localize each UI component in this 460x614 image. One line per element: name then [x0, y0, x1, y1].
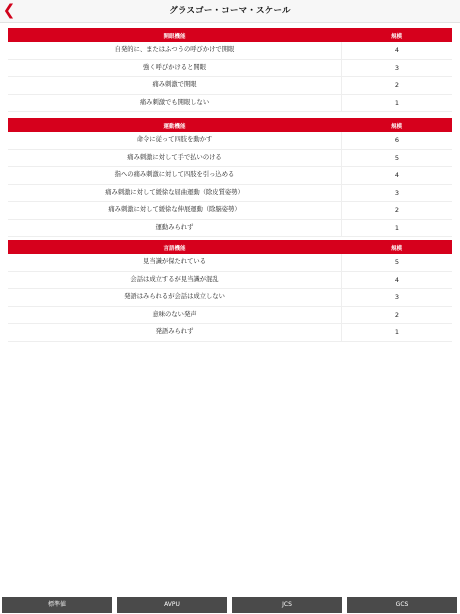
- row-label: 意味のない発声: [8, 307, 342, 324]
- row-label: 発語はみられるが会話は成立しない: [8, 289, 342, 306]
- row-score: 2: [394, 310, 400, 319]
- row-label: 見当識が保たれている: [8, 254, 342, 271]
- section-header: [8, 28, 452, 42]
- motor-section: [8, 118, 452, 237]
- row-label: 会話は成立するが見当識が混乱: [8, 272, 342, 289]
- row-score: 4: [394, 46, 400, 54]
- row-label: 痛み刺激に対して手で払いのける: [8, 150, 342, 167]
- item-column-header: 運動機能: [163, 124, 186, 130]
- row-score: 2: [394, 206, 400, 214]
- tab-avpu[interactable]: AVPU: [117, 597, 227, 613]
- row-label: 自発的に、またはふつうの呼びかけで開眼: [8, 42, 342, 59]
- row-score: 1: [394, 328, 400, 336]
- table-row[interactable]: [8, 272, 452, 290]
- row-score: 3: [394, 188, 400, 197]
- table-row[interactable]: [8, 324, 452, 342]
- row-score: 1: [394, 223, 400, 232]
- table-row[interactable]: [8, 220, 452, 238]
- table-row[interactable]: [8, 132, 452, 150]
- row-score: 1: [394, 98, 400, 107]
- row-label: 痛み刺激で開眼: [8, 77, 342, 94]
- score-column-header: 規模: [390, 246, 402, 252]
- row-score: 3: [394, 63, 400, 72]
- row-label: 痛み刺激に対して緩徐な伸展運動（除脳姿勢）: [8, 202, 342, 219]
- tab-gcs[interactable]: GCS: [347, 597, 457, 613]
- navigation-bar: [0, 0, 460, 23]
- page-title: グラスゴー・コーマ・スケール: [169, 6, 291, 16]
- eye-opening-section: [8, 28, 452, 112]
- row-score: 4: [394, 171, 400, 179]
- table-row[interactable]: [8, 150, 452, 168]
- table-row[interactable]: [8, 77, 452, 95]
- row-score: 5: [394, 258, 400, 266]
- row-score: 3: [394, 293, 400, 301]
- table-row[interactable]: [8, 254, 452, 272]
- row-label: 発語みられず: [8, 324, 342, 341]
- tab-jcs[interactable]: JCS: [232, 597, 342, 613]
- table-row[interactable]: [8, 167, 452, 185]
- chevron-left-icon[interactable]: ❮: [2, 1, 16, 19]
- row-label: 運動みられず: [8, 220, 342, 237]
- bottom-tab-bar: [0, 594, 460, 614]
- row-score: 2: [394, 81, 400, 89]
- table-row[interactable]: [8, 202, 452, 220]
- score-column-header: 規模: [390, 34, 402, 40]
- table-row[interactable]: [8, 42, 452, 60]
- section-header: [8, 118, 452, 132]
- item-column-header: 言語機能: [163, 246, 186, 252]
- row-label: 強く呼びかけると開眼: [8, 60, 342, 77]
- row-label: 命令に従って四肢を動かす: [8, 132, 342, 149]
- table-row[interactable]: [8, 185, 452, 203]
- table-row[interactable]: [8, 307, 452, 325]
- table-row[interactable]: [8, 60, 452, 78]
- section-header: [8, 240, 452, 254]
- row-label: 痛み刺激でも開眼しない: [8, 95, 342, 112]
- row-score: 5: [394, 153, 400, 162]
- row-score: 4: [394, 275, 400, 284]
- tab-standard-values[interactable]: 標準値: [2, 597, 112, 613]
- table-row[interactable]: [8, 289, 452, 307]
- score-column-header: 規模: [390, 124, 402, 130]
- item-column-header: 開眼機能: [163, 34, 186, 40]
- row-score: 6: [394, 136, 400, 144]
- row-label: 指への痛み刺激に対して四肢を引っ込める: [8, 167, 342, 184]
- row-label: 痛み刺激に対して緩徐な屈曲運動（除皮質姿勢）: [8, 185, 342, 202]
- verbal-section: [8, 240, 452, 342]
- table-row[interactable]: [8, 95, 452, 113]
